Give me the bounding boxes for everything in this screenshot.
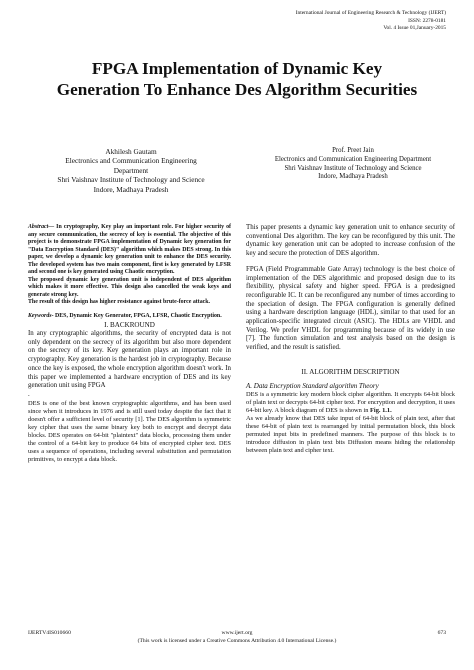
author-block-2 [250, 147, 456, 182]
left-column [28, 224, 231, 464]
section-heading-algorithm: II. ALGORITHM DESCRIPTION [301, 367, 400, 376]
des-paragraph-2: As we already know that DES take input of 64-bit block of plain text, after that these 64-bit of plain text is rearranged by initial permutation block, this block permuted input bits in predefined manners. The purpose of this block is to introduce diffusion in plain text bits Diffusion means hiding the relationship between plain text and cipher text. [246, 414, 455, 454]
paper-id: IJERTV4IS010660 [28, 630, 71, 636]
journal-url-link[interactable]: www.ijert.org [221, 630, 253, 636]
des-paragraph-text: DES is a symmetric key modern block cipher algorithm. It encrypts 64-bit block of plain text or decrypts 64-bit cipher text. For encryption and decryption, it uses 64-bit key. A block diagram of DES is shown in [246, 390, 455, 414]
abstract-label: Abstract— [28, 224, 55, 230]
author-location: Indore, Madhaya Pradesh [93, 184, 169, 194]
figure-reference: Fig. 1.1. [370, 406, 392, 414]
abstract [28, 224, 231, 320]
abstract-paragraph-1 [28, 224, 231, 277]
paper-title [20, 58, 454, 100]
subsection-heading-des: A. Data Encryption Standard algorithm Theory [246, 381, 379, 390]
author-institute: Shri Vaishnav Institute of Technology and Science [284, 164, 422, 172]
journal-name: International Journal of Engineering Research & Technology (IJERT) [295, 10, 446, 16]
title-line-1: FPGA Implementation of Dynamic Key [91, 59, 383, 78]
journal-header [186, 10, 446, 33]
background-paragraph-2: DES is one of the best known cryptographic algorithms, and has been used since when it introduces in 1976 and is still used today despite the fact that it doesn't offer a sufficient level of security [1]. The DES algorithm is symmetric key cipher that uses the same binary key both to encrypt and decrypt data blocks. DES operates on 64-bit "plaintext" data blocks, processing them under the control of a 64-bit key to produce 64 bits of encrypted cipher text. DES uses a sequence of operations, including several substitution and permutation primitives, to encrypt a data block. [28, 399, 231, 463]
abstract-text: In cryptography, Key play an important role. For higher security of any secure communication, the secrecy of key is essential. The objective of this project is to demonstrate FPGA implementation of Dynamic key generation for "Data Encryption Standard (DES)" algorithm which makes DES strong. In this paper, we develop a dynamic key generation unit to enhance the DES security. The developed system has two main component, first is key generated by LFSR and second one is key generated using Chaotic encryption. [28, 224, 231, 275]
keywords-label: Keywords- [28, 312, 54, 319]
fpga-paragraph: FPGA (Field Programmable Gate Array) technology is the best choice of implementation of the DES algorithmic and proposed design due to its flexibility, physical safety and higher speed. FPGA is a predesigned reconfigurable IC. It can be reconfigured any number of times according to the speciation of design. The FPGA configuration is generally defined using a hardware description language (HDL), similar to that used for an application-specific integrated circuit (ASIC). The HDLs are VHDL and Verilog. We prefer VHDL for programming because of its widely in use [7]. The function simulation and test analysis based on the design is verified, and the result is satisfied. [246, 265, 455, 352]
journal-issn: ISSN: 2278-0181 [408, 17, 446, 24]
title-line-2: Generation To Enhance Des Algorithm Securities [56, 80, 418, 99]
journal-volume: Vol. 4 Issue 01,January-2015 [383, 25, 446, 32]
right-column [246, 224, 455, 455]
keywords-text: DES, Dynamic Key Generator, FPGA, LFSR, Chaotic Encryption. [53, 312, 222, 319]
author-affiliation: Department [113, 165, 149, 175]
author-institute: Shri Vaishnav Institute of Technology and Science [57, 175, 205, 185]
author-location: Indore, Madhaya Pradesh [318, 173, 388, 181]
section-heading-background: I. BACKROUND [104, 321, 155, 329]
abstract-paragraph-3: The result of this design has higher resistance against brute-force attack. [28, 299, 211, 305]
des-paragraph-1 [246, 391, 455, 415]
stray-dot: . [28, 390, 30, 398]
author-name: Akhilesh Gautam [105, 147, 157, 156]
author-name: Prof. Preet Jain [332, 147, 374, 154]
abstract-paragraph-2: The proposed dynamic key generation unit is independent of DES algorithm which makes it more effective. This design also cancelled the weak keys and generate strong key. [28, 276, 231, 298]
license-note: (This work is licensed under a Creative Commons Attribution 4.0 International License.) [137, 638, 337, 644]
author-affiliation: Electronics and Communication Engineering Department [274, 155, 432, 163]
background-paragraph-1: In any cryptographic algorithms, the security of encrypted data is not only dependent on the secrecy of its algorithm but also more dependent on the secrecy of its key. Key generation plays an important role in cryptography. Key generation is the hardest job in cryptography. Because once the key is exposed, the whole encryption algorithm doesn't work. In this paper we implemented a hardware encryption of DES and its key generation unit using FPGA [28, 330, 231, 390]
keywords [28, 313, 231, 321]
intro-paragraph: This paper presents a dynamic key generation unit to enhance security of conventional Des algorithm. The key can be reconfigured by this unit. The dynamic key generation unit can be adopted to increase confusion of the key and secure the protection of DES algorithm. [246, 224, 455, 258]
author-block-1 [30, 147, 232, 194]
page-number: 673 [437, 630, 446, 636]
author-affiliation: Electronics and Communication Engineering [65, 156, 197, 166]
